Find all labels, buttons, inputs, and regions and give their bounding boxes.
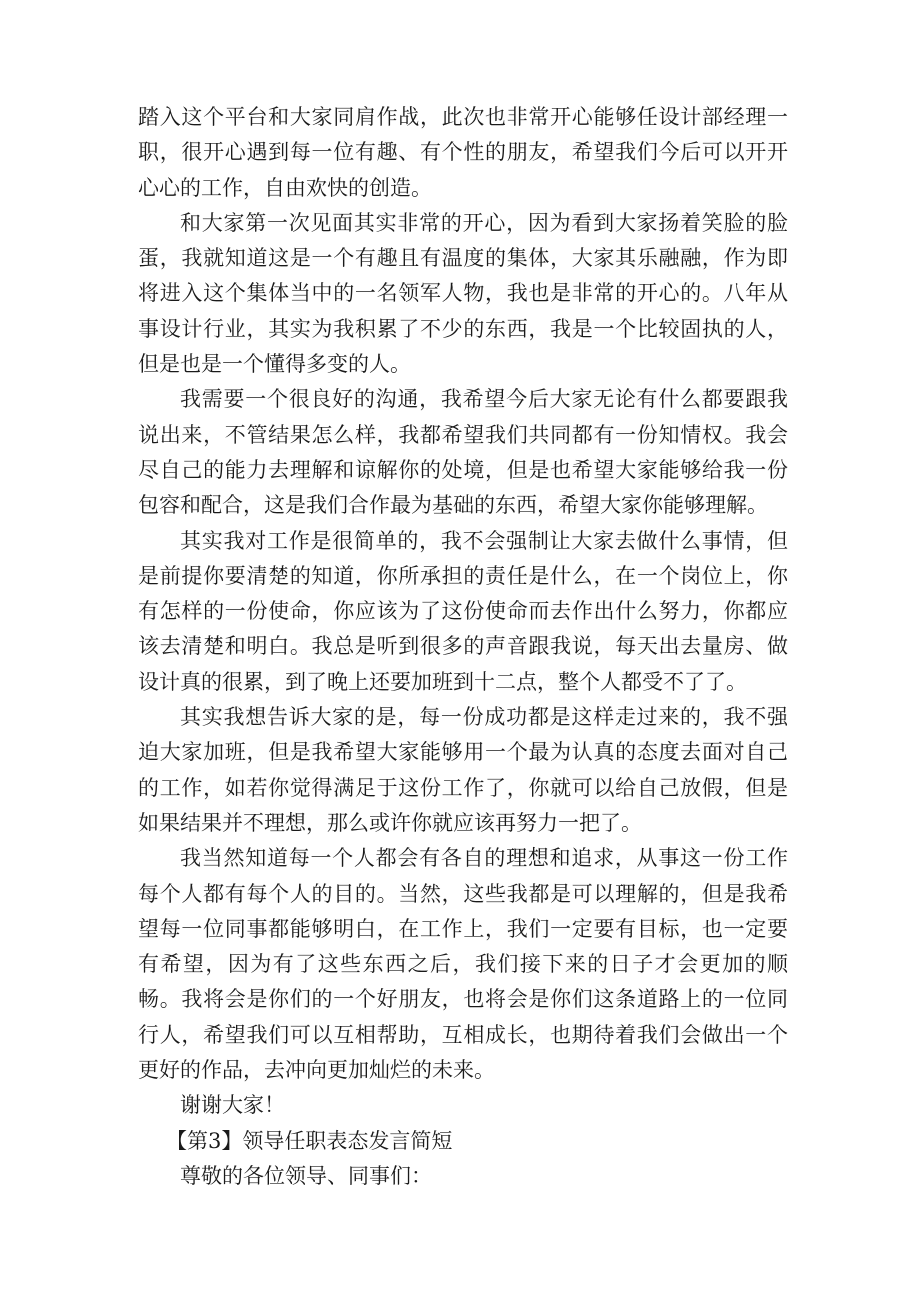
closing-thanks: 谢谢大家！ <box>180 1093 285 1118</box>
paragraph-3: 我需要一个很良好的沟通，我希望今后大家无论有什么都要跟我说出来，不管结果怎么样，我都希望我们共同都有一份知情权。我会尽自己的能力去理解和谅解你的处境，但是也希望大家能够给我一份包容和配合，这是我们合作最为基础的东西，希望大家你能够理解。 <box>138 387 788 518</box>
paragraph-4: 其实我对工作是很简单的，我不会强制让大家去做什么事情，但是前提你要清楚的知道，你所承担的责任是什么，在一个岗位上，你有怎样的一份使命，你应该为了这份使命而去作出什么努力，你都应该去清楚和明白。我总是听到很多的声音跟我说，每天出去量房、做设计真的很累，到了晚上还要加班到十二点，整个人都受不了了。 <box>138 528 788 694</box>
paragraph-2: 和大家第一次见面其实非常的开心，因为看到大家扬着笑脸的脸蛋，我就知道这是一个有趣且有温度的集体，大家其乐融融，作为即将进入这个集体当中的一名领军人物，我也是非常的开心的。八年从事设计行业，其实为我积累了不少的东西，我是一个比较固执的人，但是也是一个懂得多变的人。 <box>138 210 788 377</box>
document-page <box>138 100 788 1194</box>
salutation: 尊敬的各位领导、同事们： <box>180 1163 432 1188</box>
paragraph-5: 其实我想告诉大家的是，每一份成功都是这样走过来的，我不强迫大家加班，但是我希望大家能够用一个最为认真的态度去面对自己的工作，如若你觉得满足于这份工作了，你就可以给自己放假，但是如果结果并不理想，那么或许你就应该再努力一把了。 <box>138 705 788 835</box>
paragraph-1: 踏入这个平台和大家同肩作战，此次也非常开心能够任设计部经理一职，很开心遇到每一位有趣、有个性的朋友，希望我们今后可以开开心心的工作，自由欢快的创造。 <box>138 105 788 200</box>
paragraph-6: 我当然知道每一个人都会有各自的理想和追求，从事这一份工作每个人都有每个人的目的。当然，这些我都是可以理解的，但是我希望每一位同事都能够明白，在工作上，我们一定要有目标，也一定要有希望，因为有了这些东西之后，我们接下来的日子才会更加的顺畅。我将会是你们的一个好朋友，也将会是你们这条道路上的一位同行人，希望我们可以互相帮助，互相成长，也期待着我们会做出一个更好的作品，去冲向更加灿烂的未来。 <box>138 846 788 1083</box>
section-heading: 【第3】领导任职表态发言简短 <box>166 1128 453 1153</box>
